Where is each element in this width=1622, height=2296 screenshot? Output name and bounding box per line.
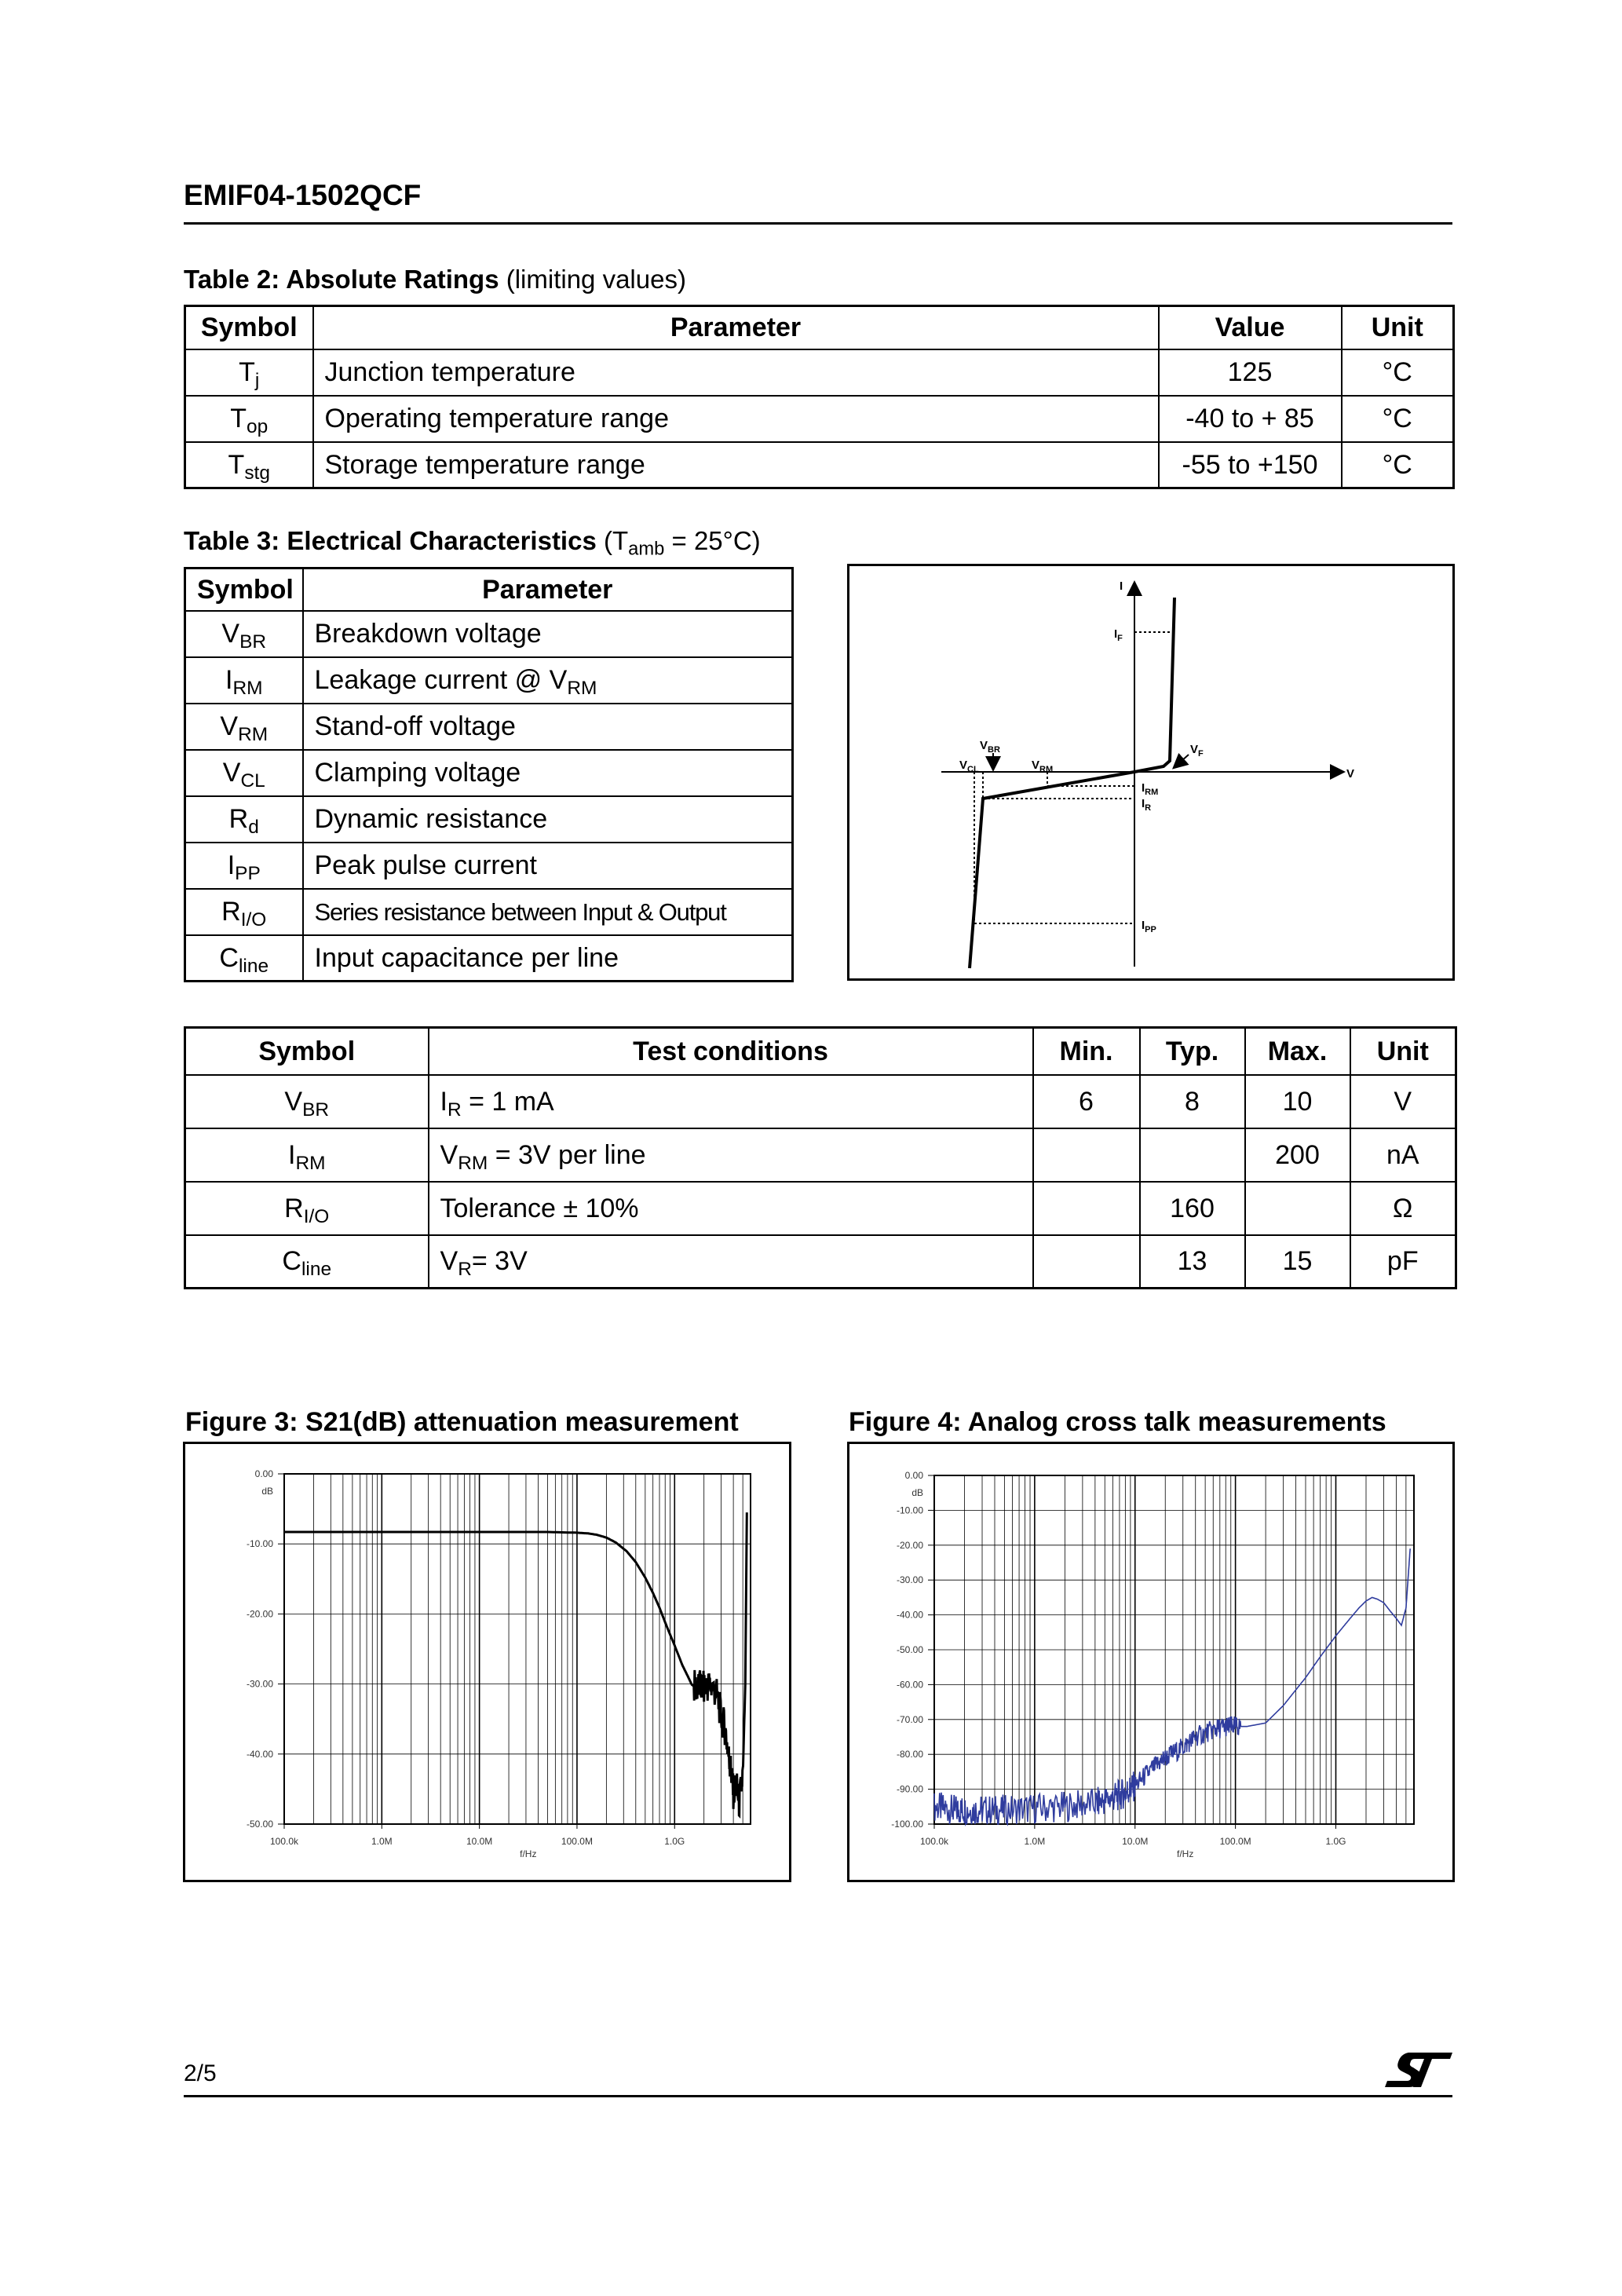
y-tick-label: -20.00 — [246, 1608, 273, 1620]
parameter-cell: Series resistance between Input & Output — [303, 889, 793, 935]
table2-caption: Table 2: Absolute Ratings (limiting values) — [184, 265, 686, 294]
unit-cell: nA — [1350, 1128, 1456, 1182]
unit-cell: pF — [1350, 1235, 1456, 1289]
iv-diagram-svg — [849, 566, 1452, 978]
data-series-line — [284, 1512, 747, 1815]
header-typ: Typ. — [1140, 1028, 1245, 1075]
figure4-title: Figure 4: Analog cross talk measurements — [849, 1407, 1386, 1437]
unit-cell: °C — [1342, 442, 1454, 488]
table-row — [185, 704, 793, 750]
header-max: Max. — [1245, 1028, 1350, 1075]
table-row — [185, 1075, 1456, 1128]
symbol-cell: $I_{RM}$ — [185, 657, 303, 704]
symbol-cell: $V_{RM}$ — [185, 704, 303, 750]
symbol-cell: $R_d$ — [185, 796, 303, 843]
x-axis-title: f/Hz — [1177, 1848, 1194, 1859]
figure3-chart-frame — [183, 1442, 791, 1882]
table-row — [185, 1128, 1456, 1182]
parameter-cell: Breakdown voltage — [303, 611, 793, 657]
table-row — [185, 843, 793, 889]
y-tick-label: 0.00 — [904, 1470, 923, 1481]
st-logo — [1383, 2049, 1456, 2090]
y-tick-label: 0.00 — [254, 1468, 273, 1479]
min-cell: 6 — [1033, 1075, 1140, 1128]
header-unit: Unit — [1342, 306, 1454, 349]
table-row — [185, 611, 793, 657]
unit-cell: Ω — [1350, 1182, 1456, 1235]
crosstalk-chart — [849, 1444, 1452, 1880]
table-row — [185, 349, 1454, 396]
y-tick-label: -40.00 — [896, 1609, 923, 1621]
unit-cell: °C — [1342, 396, 1454, 442]
header-symbol: Symbol — [185, 569, 303, 611]
electrical-characteristics-table — [184, 567, 794, 982]
min-cell — [1033, 1128, 1140, 1182]
condition-cell: $V_R= 3V$ — [429, 1235, 1033, 1289]
absolute-ratings-table — [184, 305, 1455, 489]
iv-characteristic-diagram — [847, 564, 1455, 981]
test-conditions-table — [184, 1026, 1457, 1289]
ir-label: $I_R$ — [1142, 797, 1152, 813]
max-cell — [1245, 1182, 1350, 1235]
ipp-label: $I_{PP}$ — [1142, 919, 1156, 934]
max-cell: 15 — [1245, 1235, 1350, 1289]
y-tick-label: -70.00 — [896, 1713, 923, 1725]
table-row — [185, 396, 1454, 442]
header-parameter: Parameter — [303, 569, 793, 611]
header-rule — [184, 222, 1452, 225]
header-min: Min. — [1033, 1028, 1140, 1075]
st-logo-icon — [1383, 2049, 1456, 2090]
y-tick-label: -40.00 — [246, 1748, 273, 1760]
table3-caption: Table 3: Electrical Characteristics $(T_{amb} = 25^\circ C)$ — [184, 526, 761, 560]
y-tick-label: -90.00 — [896, 1783, 923, 1795]
table-header-row — [185, 1028, 1456, 1075]
symbol-cell: $I_{RM}$ — [185, 1128, 429, 1182]
y-tick-label: -100.00 — [891, 1819, 923, 1830]
typ-cell: 13 — [1140, 1235, 1245, 1289]
y-tick-label: -10.00 — [896, 1504, 923, 1516]
x-tick-label: 1.0M — [1024, 1836, 1046, 1847]
x-axis-title: f/Hz — [520, 1848, 537, 1859]
symbol-cell: $V_{BR}$ — [185, 611, 303, 657]
parameter-cell: Operating temperature range — [313, 396, 1159, 442]
parameter-cell: Clamping voltage — [303, 750, 793, 796]
vbr-label: $V_{BR}$ — [980, 739, 1000, 755]
table-row — [185, 442, 1454, 488]
parameter-cell: Input capacitance per line — [303, 935, 793, 982]
grid-lines — [284, 1474, 751, 1824]
x-tick-label: 1.0M — [371, 1836, 393, 1847]
parameter-cell: Leakage current @ $V_{RM}$ — [303, 657, 793, 704]
symbol-cell: $T_{op}$ — [185, 396, 313, 442]
vf-label: $V_F$ — [1190, 743, 1204, 759]
x-tick-label: 10.0M — [1122, 1836, 1149, 1847]
symbol-cell: $T_{stg}$ — [185, 442, 313, 488]
max-cell: 10 — [1245, 1075, 1350, 1128]
y-tick-label: -30.00 — [896, 1574, 923, 1586]
y-tick-label: -80.00 — [896, 1749, 923, 1760]
symbol-cell: $R_{I/O}$ — [185, 889, 303, 935]
x-tick-label: 1.0G — [664, 1836, 685, 1847]
value-cell: -55 to +150 — [1159, 442, 1342, 488]
symbol-cell: $V_{CL}$ — [185, 750, 303, 796]
max-cell: 200 — [1245, 1128, 1350, 1182]
header-test-conditions: Test conditions — [429, 1028, 1033, 1075]
parameter-cell: Stand-off voltage — [303, 704, 793, 750]
y-tick-label: -20.00 — [896, 1539, 923, 1551]
symbol-cell: $V_{BR}$ — [185, 1075, 429, 1128]
x-tick-label: 100.0k — [269, 1836, 299, 1847]
table-row — [185, 657, 793, 704]
typ-cell: 160 — [1140, 1182, 1245, 1235]
table-row — [185, 1235, 1456, 1289]
value-cell: -40 to + 85 — [1159, 396, 1342, 442]
parameter-cell: Storage temperature range — [313, 442, 1159, 488]
header-unit: Unit — [1350, 1028, 1456, 1075]
figure3-title: Figure 3: S21(dB) attenuation measurement — [185, 1407, 739, 1437]
vrm-label: $V_{RM}$ — [1032, 759, 1054, 774]
x-tick-label: 100.0M — [1219, 1836, 1251, 1847]
parameter-cell: Junction temperature — [313, 349, 1159, 396]
min-cell — [1033, 1235, 1140, 1289]
figure4-chart-frame — [847, 1442, 1455, 1882]
condition-cell: $I_R = 1$ mA — [429, 1075, 1033, 1128]
table-header-row — [185, 569, 793, 611]
x-tick-label: 100.0M — [561, 1836, 593, 1847]
y-tick-label: -50.00 — [896, 1644, 923, 1655]
table-row — [185, 1182, 1456, 1235]
footer-rule — [184, 2095, 1452, 2097]
header-symbol: Symbol — [185, 306, 313, 349]
x-tick-label: 1.0G — [1325, 1836, 1346, 1847]
parameter-cell: Peak pulse current — [303, 843, 793, 889]
x-tick-label: 10.0M — [466, 1836, 493, 1847]
header-symbol: Symbol — [185, 1028, 429, 1075]
vcl-label: $V_{CL}$ — [959, 759, 979, 774]
header-value: Value — [1159, 306, 1342, 349]
symbol-cell: $I_{PP}$ — [185, 843, 303, 889]
symbol-cell: $T_j$ — [185, 349, 313, 396]
table-row — [185, 935, 793, 982]
symbol-cell: $C_{line}$ — [185, 935, 303, 982]
table-row — [185, 796, 793, 843]
parameter-cell: Dynamic resistance — [303, 796, 793, 843]
typ-cell: 8 — [1140, 1075, 1245, 1128]
s21-attenuation-chart — [185, 1444, 789, 1880]
table-row — [185, 750, 793, 796]
data-series-line — [934, 1548, 1410, 1824]
symbol-cell: $R_{I/O}$ — [185, 1182, 429, 1235]
y-unit-label: dB — [261, 1486, 273, 1497]
part-number-title: EMIF04-1502QCF — [184, 179, 422, 211]
irm-label: $I_{RM}$ — [1142, 781, 1159, 797]
page-number: 2/5 — [184, 2060, 217, 2086]
value-cell: 125 — [1159, 349, 1342, 396]
y-unit-label: dB — [911, 1487, 923, 1498]
y-tick-label: -50.00 — [246, 1819, 273, 1830]
axis-i-label: I — [1120, 579, 1123, 593]
unit-cell: °C — [1342, 349, 1454, 396]
y-tick-label: -10.00 — [246, 1538, 273, 1550]
plot-frame — [284, 1474, 751, 1824]
y-tick-label: -60.00 — [896, 1679, 923, 1691]
min-cell — [1033, 1182, 1140, 1235]
symbol-cell: $C_{line}$ — [185, 1235, 429, 1289]
typ-cell — [1140, 1128, 1245, 1182]
x-tick-label: 100.0k — [919, 1836, 949, 1847]
condition-cell: $V_{RM} = 3V$ per line — [429, 1128, 1033, 1182]
header-parameter: Parameter — [313, 306, 1159, 349]
table-row — [185, 889, 793, 935]
if-label: $I_F$ — [1114, 627, 1123, 643]
y-tick-label: -30.00 — [246, 1678, 273, 1690]
grid-lines — [934, 1475, 1414, 1824]
condition-cell: Tolerance ± 10% — [429, 1182, 1033, 1235]
unit-cell: V — [1350, 1075, 1456, 1128]
table-header-row — [185, 306, 1454, 349]
vf-arrow — [1174, 755, 1189, 767]
axis-v-label: V — [1346, 767, 1355, 781]
